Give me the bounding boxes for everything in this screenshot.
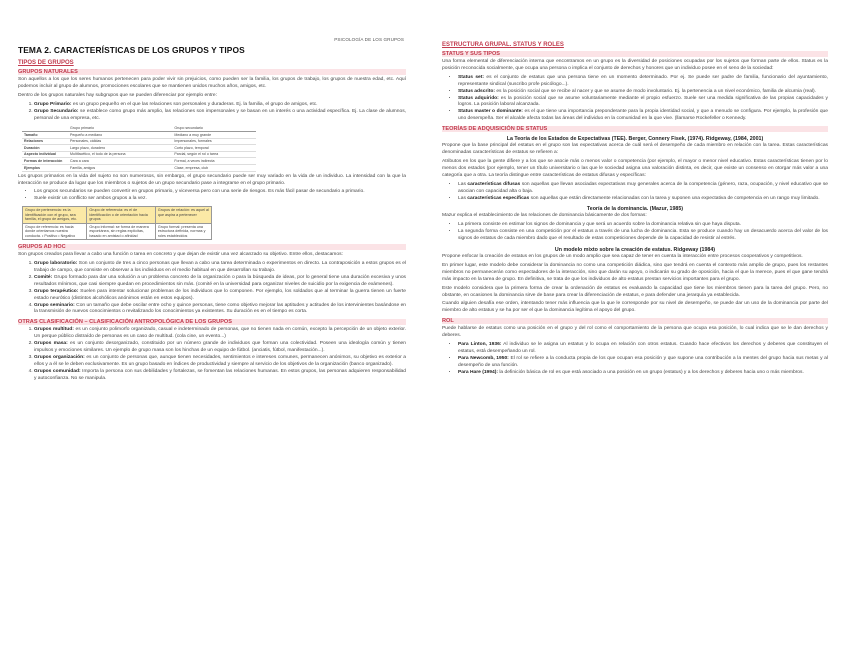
naturales-paragraph-2: Dentro de los grupos naturales hay subgrupos que se pueden diferenciar por ejemplo entre: [18,92,218,98]
section-rol: ROL [442,318,828,324]
list-item: • Status adscrito: es la posición social que se recibe al nacer y que se asume de modo involuntario. Ej. la pertenencia a un nivel económico, familia de alcurnia (real). [458,89,828,96]
list-item: 2. Comité: Grupo formado para dar una solución a un problema concreto de la organización o para la búsqueda de ideas, por lo general tiene una duración excesiva y unos resultados mínimos, que casi siempre quedan en procedimientos sin más. (comité en la universidad para organizar niveles de suicidio por la exigencia de exámenes). [34,275,406,289]
naturales-list [18,102,406,123]
list-item: • Para Newcomb, 1950: El rol se refiere a la conducta propia de los que ocupan esa posición y que supone una contribución a la mentes del grupo hacia sus metas y al desempeño de una función. [458,356,828,370]
list-item: 3. Grupos organización: es un conjunto de personas que, aunque tienen necesidades, sentimientos e intereses comunes, permanecen anónimos, su objetivo es exterior a ellos y a él se le deben exclusivamente. Es un grupo basado en índices de productividad y siempre al servicio de los objetivos de la organización (banco organizado). [34,355,406,369]
table-row: Grupo de referencia: es hacia donde orientamos nuestra conducta. • Positivo • Negativo Grupo informal: se forma de manera espontánea, sin reglas explícitas, basado en amistad o afinidad Grupo formal: presenta una estructura definida, normas y roles establecidos [23,223,212,240]
status-paragraph: Una forma elemental de diferenciación interna que encontramos en un grupo es la diversidad de posiciones ocupadas por los sujetos que forman parte de ellos. Status es la posición reconocida socialmente, que ocupa una persona o implica el conjunto de derechos y honores que un individuo posee en el seno de la sociedad: [442,59,828,71]
table-row: Formas de interacción Cara a cara Formal, a veces indirecta [22,158,256,165]
comparison-table [22,125,256,171]
adhoc-list [18,261,406,316]
table-row: Grupo primario Grupo secundario [22,125,256,131]
list-item: 3. Grupo terapéutico: Suelen para intentar solucionar problemas de los individuos que lo componen. Por ejemplo, los soldados que al terminar la guerra tienen un fuerte estado neurótico (distintos alcohólicos anónimos están en estos equipos). [34,289,406,303]
teoria1-heading: La Teoría de los Estados de Expectativas (TEE). Berger, Connery Fisek, (1974). Ridgeway, (1984, 2001) [506,136,764,143]
teoria1-paragraph-2: Atributos en los que la gente difiere y a los que se asocie más o menos valor o competencia (por ejemplo, el mayor o menor nivel educativo. Estas características tienen por lo menos dos estados (por ejemplo, tener un título universitario o las que le sociedad asigna una valoración distinta, es decir, que existe un consenso en otorgar más valor a una categoría que a otra. La teoría distingue entre características de estatus difusas y específicas: [442,158,828,178]
section-estructura: ESTRUCTURA GRUPAL. STATUS Y ROLES [442,42,564,48]
table-row: Ejemplos Familia, amigos Clase, empresa, club [22,165,256,172]
teoria2-bullets [442,222,828,243]
list-item: • Las características específicas son aquellas que están directamente relacionadas con la tarea y suponen una expectativa de competencia en un rango muy limitado. [458,196,828,203]
right-column [442,40,828,379]
teoria3-paragraph-3: Este modelo considera que la primera forma de crear la ordenación de estatus es evaluando la capacidad que tiene los miembros tienen para la tarea del grupo. Pero, no obstante, en ocasiones la dominancia sirve de base para crear la diferenciación de estatus, e para defender una jerarquía ya establecida. [442,285,828,298]
teoria1-paragraph-1: Propone que la base principal del estatus en el grupo son las expectativas acerca de cuál será el desempeño de cada miembro en relación con la tarea. Estas características denominadas características de estatus se refieren a: [442,143,828,156]
section-teorias: TEORÍAS DE ADQUISICIÓN DE STATUS [442,126,828,132]
list-item: • Para Linton, 1936: Al individuo se le asigna un estatus y lo ocupa en relación con otros estatus. Cuando hace efectivos los derechos y deberes que constituyen el estatus, está desempeñando un rol. [458,342,828,356]
table-row: Relaciones Personales, cálidas Impersonales, formales [22,138,256,145]
list-item: 4. Grupo seminario: Con un tamaño que debe oscilar entre ocho y quince personas, tiene como objetivo mejorar las aptitudes y actitudes de los intervinientes basándose en la transmisión de nuevos conocimientos o revitalizando los conocimientos ya existentes. Su duración es en el tiempo es corta. [34,303,406,317]
list-item: 1. Grupo Primario: es un grupo pequeño en el que las relaciones son personales y duraderas. Ej. la familia, el grupo de amigos, etc. [34,102,406,109]
list-item: • Los grupos secundarios se pueden convertir en grupos primario, y viceversa pero con una serie de riesgos. Es más fácil pasar de secundario a primario. [34,189,406,196]
teoria3-heading: Un modelo mixto sobre la creación de estatus. Ridgeway (1984) [554,247,716,254]
list-item: • Status master o dominante: es el que tiene una importancia preponderante para la propia identidad social, y que a menudo se configura. Por ejemplo, la profesión que uno desempeña. Ser el alcalde afecta todas las áreas del individuo en la comunidad en la que vive. (llamarse Rockefeller o Kennedy. [458,109,828,123]
teoria2-heading: Teoría de la dominancia. (Mazur, 1985) [586,206,684,213]
list-item: • Status set: es el conjunto de estatus que una persona tiene en un momento determinado. Por ej. Se puede ser padre de familia, funcionario del ayuntamiento, representante sindical (suscribo profe psicólogo...). [458,75,828,89]
adhoc-paragraph: Son grupos creados para llevar a cabo una función o tarea en concreto y que dejan de existir una vez alcanzado su objetivo. Entre ellos, destacamos: [18,252,343,258]
list-item: 4. Grupos comunidad: Importa la persona con sus debilidades y fortalezas, se fomentan las relaciones humanas. En estos grupos, las personas adquieren responsabilidad y autoconfianza. No se manipula. [34,369,406,383]
naturales-paragraph-1: Son aquellos a los que los seres humanos pertenecen para poder vivir sin prejuicios, como pueden ser la familia, los grupos de trabajo, los grupos de nuestra edad, etc. Aquí podemos incluir al grupo de alumnos, promociones escolares que se mantienen unidos muchos años, amigos, etc. [18,77,406,89]
list-item: 2. Grupo Secundario: se establece como grupo más amplio, las relaciones son impersonales y se basan en un interés o una actividad específica. Ej. La clase de alumnos, personal de una empresa, etc. [34,109,406,123]
list-item: 1. Grupo laboratorio: Son un conjunto de tres a cinco personas que llevan a cabo una tarea determinada o experimentos en directo. La contraposición a estos grupos es el trabajo de campo, que consiste en observar a los individuos en el medio habitual en que desarrollan su trabajo. [34,261,406,275]
table-row: Aspecto individual Multifacético, el todo de la persona Parcial, según el rol o tarea [22,151,256,158]
section-naturales: GRUPOS NATURALES [18,69,406,75]
list-item: • La segunda forma consiste en una competición por el estatus a través de una lucha de dominancia. Esta se produce cuando hay un desacuerdo acerca del valor de los signos de estatus de cada miembro dado que el resultado de estas competiciones depende de la capacidad de resistir al estrés. [458,229,828,243]
naturales-paragraph-3: Los grupos primarios en la vida del sujeto no son numerosos, sin embargo, el grupo secundario puede ser muy variado en la vida de un individuo. La intensidad con la que la interacción se produce da lugar que los miembros o sujetos de un grupo secundario pase a integrarse en el grupo primario. [18,173,406,186]
teoria3-paragraph-1: Propone enfocar la creación de estatus en los grupos de un modo amplio que sea capaz de tener en cuenta la interacción entre procesos cooperativos y competitivos. [442,254,803,260]
rol-list [442,342,828,377]
running-head: PSICOLOGÍA DE LOS GRUPOS [334,37,404,42]
teoria2-paragraph: Mazur explica el establecimiento de las relaciones de dominancia básicamente de dos formas: [442,213,647,219]
teoria3-paragraph-2: En primer lugar, este modelo debe considerar la dominancia no como una competición diádica, sino que tendrá en cuenta el contexto más amplio de grupo, pues los restantes miembros no permanecerán como espectadores de la interacción, sino que darán su apoyo, o indicarán su grado de oposición, hacia el que la merece, pues el que gane tendrá más impacto en la tarea de grupo. En definitiva, se trata de que los individuos de alto estatus prestan servicios importantes para el grupo. [442,262,828,282]
table-row: Duración Largo plazo, duradero Corto plazo, temporal [22,145,256,152]
list-item: 1. Grupos multitud: es un conjunto polimorfo organizado, casual e indeterminado de personas, que no tienen nada en común, excepto la percepción de un objeto exterior. Un perque público distraído de personas es un caso de multitud. (cola cine, un evento...) [34,327,406,341]
status-list [442,75,828,123]
section-tipos: TIPOS DE GRUPOS [18,60,74,66]
list-item: • Suele existir un conflicto ser ambos grupos a la vez. [34,196,406,203]
naturales-bullets [18,189,406,203]
list-item: • Las características difusas son aquellas que llevan asociadas expectativas muy generales acerca de la competencia (género, raza, ocupación, y nivel educativo que se asocian con capacidad alta o baja. [458,182,828,196]
list-item: • Status adquirido: es la posición social que se asume voluntariamente mediante el propio esfuerzo. Suele ser una medida significativa de las propias capacidades y logros. La posición laboral alcanzada. [458,96,828,110]
otras-list [18,327,406,382]
section-status: STATUS Y SUS TIPOS [442,51,828,57]
teoria1-bullets [442,182,828,203]
teoria3-paragraph-4: Cuando alguien desafía ese orden, intentando tener más influencia que la que le corresponde por su nivel de desempeño, se puede dar un uso de la dominancia por parte del miembro de alto estatus y se ha por ser el que la dominancia legítima el apoyo del grupo. [442,301,828,314]
left-column [18,36,406,385]
rol-paragraph: Puede hablarse de estatus como una posición en el grupo y del rol como el comportamiento de la persona que ocupa esa posición, lo cual indica que se le dan derechos y deberes. [442,326,828,339]
list-item: • Para Hare (1994): la definición básica de rol es que está asociado a una posición en un grupo (estatus) y a los derechos y deberes hacia uno o más miembros. [458,370,828,377]
document-title: TEMA 2. CARACTERÍSTICAS DE LOS GRUPOS Y TIPOS [18,45,245,55]
list-item: • La primera consiste en estimar los signos de dominancia y que será un acuerdo sobre la dominancia relativa sin que haya disputa. [458,222,828,229]
group-types-table [22,206,212,240]
list-item: 2. Grupos masa: es un conjunto desorganizado, constituido por un número grande de individuos que forman una colectividad. Poseen una ideología común y tienen impulsos y emociones similares. Un ejemplo de grupo masa son los hinchas de un equipo de fútbol. (anciatis, fútbol, manifestación...). [34,341,406,355]
section-otras: OTRAS CLASIFICACIÓN – CLASIFICACIÓN ANTROPOLÓGICA DE LOS GRUPOS [18,319,406,325]
table-row: Tamaño Pequeño a mediano Mediano a muy grande [22,132,256,139]
section-adhoc: GRUPOS AD HOC [18,244,406,250]
table-row: Grupo de pertenencia: es la identificación con el grupo, sea familia, el grupo de amigos, etc. Grupo de referencia: es el de identificación o de orientación hacia grupos Grupos de relación: es aquel al que aspira a pertenecer [23,207,212,224]
